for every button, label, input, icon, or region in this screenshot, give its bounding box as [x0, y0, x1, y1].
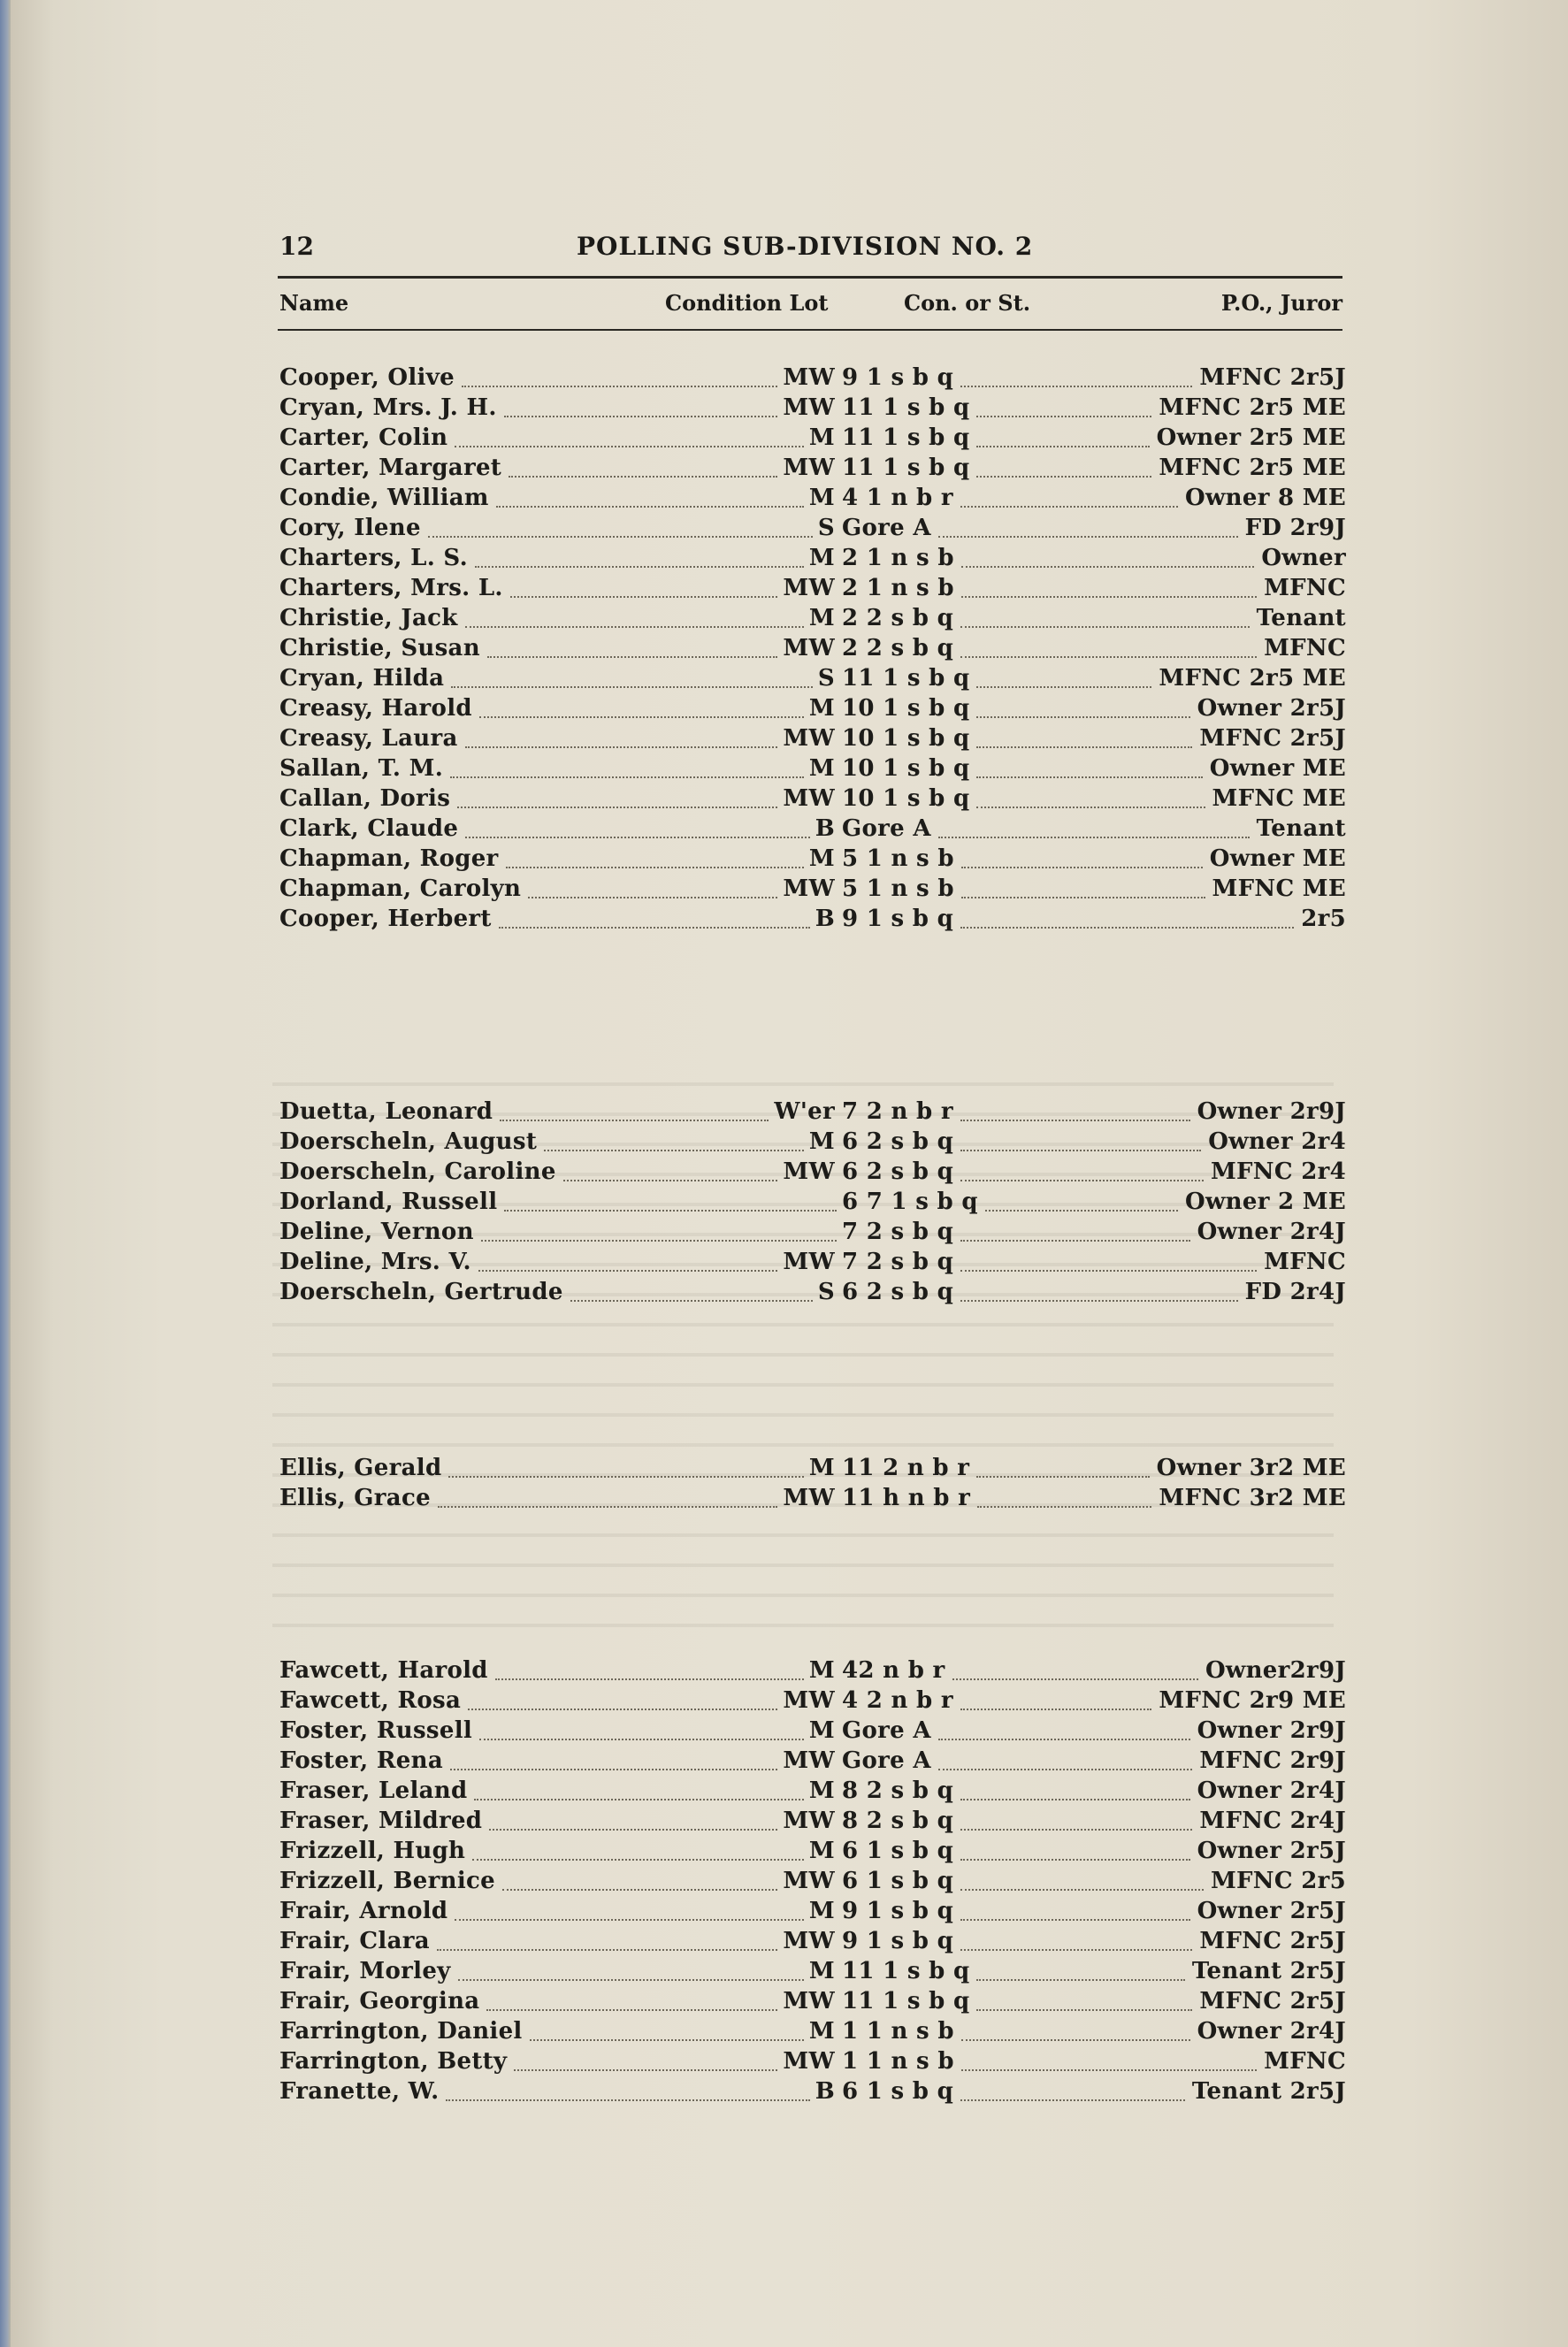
- voter-po-juror: Owner 2r5J: [1197, 1898, 1346, 1924]
- voter-lot-concession: 8 2 s b q: [842, 1808, 954, 1834]
- voter-lot-concession: 7 2 n b r: [842, 1098, 953, 1125]
- voter-condition: M: [808, 424, 835, 451]
- dot-leader: [976, 715, 1190, 718]
- voter-po-juror: Owner 2 ME: [1185, 1189, 1346, 1215]
- dot-leader: [504, 1208, 837, 1212]
- voter-condition: MW: [783, 1747, 835, 1774]
- voter-condition: B: [815, 2078, 835, 2105]
- voter-condition: M: [808, 695, 835, 722]
- voter-row: [278, 753, 1346, 784]
- voter-name: Fawcett, Harold: [279, 1657, 488, 1684]
- voter-condition: MW: [783, 1485, 835, 1511]
- voter-po-juror: MFNC 2r5 ME: [1159, 394, 1346, 421]
- voter-lot-concession: 6 1 s b q: [842, 1868, 954, 1894]
- voter-po-juror: Owner 8 ME: [1185, 485, 1346, 511]
- dot-leader: [976, 1977, 1185, 1981]
- voter-row: [278, 1097, 1346, 1127]
- page-title: POLLING SUB-DIVISION NO. 2: [577, 232, 1034, 261]
- voter-po-juror: MFNC 2r9J: [1199, 1747, 1346, 1774]
- voter-po-juror: MFNC 2r5 ME: [1159, 665, 1346, 692]
- dot-leader: [938, 835, 1250, 838]
- dot-leader: [960, 504, 1178, 508]
- voter-lot-concession: 5 1 n s b: [842, 875, 954, 902]
- dot-leader: [960, 1298, 1238, 1302]
- voter-condition: M: [808, 1958, 835, 1984]
- voter-condition: MW: [783, 635, 835, 661]
- voter-condition: M: [808, 845, 835, 872]
- voter-lot-concession: 11 1 s b q: [842, 455, 970, 481]
- voter-po-juror: 2r5: [1301, 906, 1346, 932]
- dot-leader: [960, 654, 1257, 658]
- dot-leader: [960, 1118, 1190, 1121]
- voter-po-juror: MFNC ME: [1212, 875, 1346, 902]
- voter-row: [278, 1686, 1346, 1716]
- voter-row: [278, 1483, 1346, 1513]
- voter-row: [278, 453, 1346, 483]
- dot-leader: [960, 1827, 1192, 1831]
- voter-condition: M: [808, 1777, 835, 1804]
- voter-row: [278, 1217, 1346, 1247]
- dot-leader: [960, 1947, 1192, 1951]
- voter-condition: M: [808, 485, 835, 511]
- voter-lot-concession: 10 1 s b q: [842, 755, 970, 782]
- voter-po-juror: MFNC: [1264, 635, 1346, 661]
- voter-name: Cryan, Mrs. J. H.: [279, 394, 497, 421]
- voter-condition: M: [808, 545, 835, 571]
- voter-lot-concession: 1 1 n s b: [842, 2018, 954, 2045]
- dot-leader: [960, 2098, 1185, 2101]
- voter-po-juror: Owner 2r5 ME: [1156, 424, 1346, 451]
- voter-name: Franette, W.: [279, 2078, 440, 2105]
- dot-leader: [961, 2068, 1257, 2071]
- voter-lot-concession: 10 1 s b q: [842, 785, 970, 812]
- voter-name: Cory, Ilene: [279, 515, 421, 541]
- voter-row: [278, 543, 1346, 573]
- voter-po-juror: MFNC 2r5J: [1199, 725, 1346, 752]
- voter-po-juror: Owner 3r2 ME: [1156, 1455, 1346, 1481]
- voter-po-juror: Tenant: [1256, 605, 1346, 631]
- voter-lot-concession: 11 h n b r: [842, 1485, 971, 1511]
- dot-leader: [961, 564, 1254, 568]
- voter-name: Farrington, Betty: [279, 2048, 508, 2075]
- voter-name: Creasy, Laura: [279, 725, 458, 752]
- voter-name: Ellis, Gerald: [279, 1455, 442, 1481]
- voter-row: [278, 573, 1346, 603]
- voter-row: [278, 2076, 1346, 2106]
- dot-leader: [976, 1474, 1150, 1478]
- voter-po-juror: MFNC 2r5J: [1199, 1928, 1346, 1954]
- voter-name: Dorland, Russell: [279, 1189, 498, 1215]
- voter-lot-concession: 42 n b r: [842, 1657, 945, 1684]
- voter-group-f: [278, 1655, 1346, 2106]
- voter-lot-concession: 11 1 s b q: [842, 394, 970, 421]
- voter-row: [278, 784, 1346, 814]
- dot-leader: [976, 2007, 1192, 2011]
- dot-leader: [976, 745, 1192, 748]
- voter-name: Cooper, Herbert: [279, 906, 492, 932]
- dot-leader: [961, 594, 1257, 598]
- dot-leader: [985, 1208, 1178, 1212]
- voter-row: [278, 693, 1346, 723]
- voter-lot-concession: 11 1 s b q: [842, 1988, 970, 2014]
- voter-name: Deline, Mrs. V.: [279, 1249, 471, 1275]
- voter-name: Christie, Jack: [279, 605, 458, 631]
- voter-po-juror: Owner 2r4J: [1197, 2018, 1346, 2045]
- voter-name: Callan, Doris: [279, 785, 451, 812]
- dot-leader: [976, 684, 1151, 688]
- voter-lot-concession: 11 1 s b q: [842, 665, 970, 692]
- voter-row: [278, 1836, 1346, 1866]
- voter-row: [278, 2016, 1346, 2046]
- dot-leader: [960, 624, 1250, 628]
- voter-po-juror: Tenant: [1256, 815, 1346, 842]
- voter-condition: S: [817, 1279, 835, 1305]
- voter-lot-concession: 10 1 s b q: [842, 725, 970, 752]
- voter-name: Farrington, Daniel: [279, 2018, 523, 2045]
- voter-name: Frair, Arnold: [279, 1898, 448, 1924]
- voter-po-juror: Owner2r9J: [1205, 1657, 1346, 1684]
- voter-row: [278, 844, 1346, 874]
- voter-row: [278, 513, 1346, 543]
- voter-name: Frair, Clara: [279, 1928, 430, 1954]
- voter-name: Doerscheln, Caroline: [279, 1158, 556, 1185]
- voter-name: Duetta, Leonard: [279, 1098, 493, 1125]
- voter-po-juror: Owner 2r5J: [1197, 1838, 1346, 1864]
- voter-row: [278, 1866, 1346, 1896]
- voter-name: Chapman, Carolyn: [279, 875, 522, 902]
- voter-row: [278, 1986, 1346, 2016]
- voter-row: [278, 1716, 1346, 1746]
- voter-condition: MW: [783, 875, 835, 902]
- voter-condition: M: [808, 1898, 835, 1924]
- column-headers: [278, 290, 1342, 322]
- voter-condition: MW: [783, 1988, 835, 2014]
- page-header: [279, 232, 1341, 267]
- voter-po-juror: MFNC 2r5 ME: [1159, 455, 1346, 481]
- document-page: [7, 0, 1568, 2347]
- dot-leader: [960, 1917, 1190, 1921]
- voter-name: Foster, Rena: [279, 1747, 443, 1774]
- dot-leader: [960, 925, 1294, 929]
- voter-condition: S: [817, 515, 835, 541]
- voter-po-juror: Owner ME: [1209, 845, 1346, 872]
- voter-po-juror: Owner 2r4J: [1197, 1219, 1346, 1245]
- voter-lot-concession: 4 1 n b r: [842, 485, 953, 511]
- voter-condition: S: [817, 665, 835, 692]
- voter-lot-concession: Gore A: [842, 515, 931, 541]
- voter-name: Deline, Vernon: [279, 1219, 474, 1245]
- voter-row: [278, 1247, 1346, 1277]
- voter-lot-concession: 9 1 s b q: [842, 906, 954, 932]
- voter-condition: M: [808, 605, 835, 631]
- voter-name: Doerscheln, Gertrude: [279, 1279, 563, 1305]
- voter-condition: M: [808, 2018, 835, 2045]
- voter-lot-concession: 11 2 n b r: [842, 1455, 970, 1481]
- dot-leader: [961, 865, 1203, 868]
- voter-name: Creasy, Harold: [279, 695, 472, 722]
- voter-po-juror: FD 2r9J: [1244, 515, 1346, 541]
- voter-name: Carter, Margaret: [279, 455, 502, 481]
- header-rule: [278, 276, 1342, 279]
- voter-row: [278, 904, 1346, 934]
- voter-condition: M: [808, 1838, 835, 1864]
- voter-lot-concession: 1 1 n s b: [842, 2048, 954, 2075]
- voter-row: [278, 1453, 1346, 1483]
- voter-row: [278, 1187, 1346, 1217]
- voter-name: Clark, Claude: [279, 815, 459, 842]
- voter-condition: MW: [783, 1928, 835, 1954]
- voter-condition: MW: [783, 2048, 835, 2075]
- voter-name: Carter, Colin: [279, 424, 448, 451]
- voter-po-juror: MFNC 3r2 ME: [1159, 1485, 1346, 1511]
- page-edge: [0, 0, 11, 2347]
- voter-po-juror: FD 2r4J: [1244, 1279, 1346, 1305]
- voter-group-e: [278, 1453, 1346, 1513]
- voter-name: Frair, Morley: [279, 1958, 451, 1984]
- voter-po-juror: MFNC 2r5J: [1199, 364, 1346, 391]
- voter-po-juror: MFNC: [1264, 575, 1346, 601]
- voter-name: Charters, Mrs. L.: [279, 575, 503, 601]
- voter-row: [278, 423, 1346, 453]
- voter-name: Frizzell, Hugh: [279, 1838, 466, 1864]
- voter-condition: MW: [783, 455, 835, 481]
- voter-condition: MW: [783, 394, 835, 421]
- voter-po-juror: Owner 2r5J: [1197, 695, 1346, 722]
- dot-leader: [481, 1238, 837, 1242]
- voter-condition: M: [808, 1128, 835, 1155]
- voter-lot-concession: 11 1 s b q: [842, 424, 970, 451]
- voter-condition: MW: [783, 1158, 835, 1185]
- voter-row: [278, 1655, 1346, 1686]
- voter-row: [278, 1926, 1346, 1956]
- voter-lot-concession: 11 1 s b q: [842, 1958, 970, 1984]
- voter-lot-concession: 6 2 s b q: [842, 1128, 954, 1155]
- dot-leader: [960, 1238, 1190, 1242]
- voter-condition: MW: [783, 725, 835, 752]
- voter-row: [278, 723, 1346, 753]
- voter-lot-concession: 6 2 s b q: [842, 1279, 954, 1305]
- voter-po-juror: MFNC 2r5: [1210, 1868, 1346, 1894]
- voter-po-juror: Owner 2r9J: [1197, 1098, 1346, 1125]
- voter-po-juror: MFNC 2r9 ME: [1159, 1687, 1346, 1714]
- voter-lot-concession: 2 2 s b q: [842, 605, 954, 631]
- voter-lot-concession: 9 1 s b q: [842, 1928, 954, 1954]
- voter-condition: B: [815, 906, 835, 932]
- voter-condition: MW: [783, 364, 835, 391]
- voter-condition: M: [808, 1717, 835, 1744]
- voter-lot-concession: 7 2 s b q: [842, 1219, 954, 1245]
- dot-leader: [938, 1767, 1192, 1770]
- voter-name: Ellis, Grace: [279, 1485, 431, 1511]
- voter-row: [278, 874, 1346, 904]
- column-header-name: Name: [279, 290, 349, 316]
- voter-row: [278, 393, 1346, 423]
- voter-lot-concession: 6 1 s b q: [842, 2078, 954, 2105]
- voter-name: Condie, William: [279, 485, 489, 511]
- voter-po-juror: MFNC: [1264, 1249, 1346, 1275]
- voter-condition: MW: [783, 785, 835, 812]
- dot-leader: [960, 1148, 1201, 1151]
- voter-lot-concession: Gore A: [842, 815, 931, 842]
- dot-leader: [960, 1268, 1257, 1272]
- voter-name: Doerscheln, August: [279, 1128, 538, 1155]
- voter-condition: M: [808, 1455, 835, 1481]
- voter-condition: MW: [783, 1808, 835, 1834]
- voter-po-juror: MFNC 2r4: [1210, 1158, 1346, 1185]
- dot-leader: [976, 414, 1151, 417]
- dot-leader: [960, 1887, 1204, 1891]
- dot-leader: [961, 895, 1205, 898]
- dot-leader: [976, 444, 1150, 447]
- voter-lot-concession: 2 2 s b q: [842, 635, 954, 661]
- voter-name: Christie, Susan: [279, 635, 480, 661]
- voter-name: Charters, L. S.: [279, 545, 468, 571]
- voter-lot-concession: 6 1 s b q: [842, 1838, 954, 1864]
- voter-po-juror: Owner: [1261, 545, 1346, 571]
- dot-leader: [938, 534, 1238, 538]
- voter-name: Fraser, Mildred: [279, 1808, 483, 1834]
- dot-leader: [960, 1707, 1151, 1710]
- voter-row: [278, 663, 1346, 693]
- voter-lot-concession: Gore A: [842, 1717, 931, 1744]
- voter-row: [278, 363, 1346, 393]
- column-header-con-or-st: Con. or St.: [904, 290, 1031, 316]
- voter-lot-concession: 6 2 s b q: [842, 1158, 954, 1185]
- voter-name: Cryan, Hilda: [279, 665, 445, 692]
- dot-leader: [976, 474, 1151, 478]
- voter-name: Fraser, Leland: [279, 1777, 468, 1804]
- voter-po-juror: MFNC ME: [1212, 785, 1346, 812]
- voter-lot-concession: 10 1 s b q: [842, 695, 970, 722]
- voter-row: [278, 1776, 1346, 1806]
- voter-lot-concession: 5 1 n s b: [842, 845, 954, 872]
- voter-name: Foster, Russell: [279, 1717, 473, 1744]
- column-header-po-juror: P.O., Juror: [1220, 290, 1342, 316]
- voter-row: [278, 633, 1346, 663]
- dot-leader: [977, 1504, 1151, 1508]
- voter-lot-concession: 4 2 n b r: [842, 1687, 953, 1714]
- dot-leader: [960, 1178, 1204, 1181]
- voter-lot-concession: 7 2 s b q: [842, 1249, 954, 1275]
- voter-group-c: [278, 363, 1346, 934]
- voter-row: [278, 1746, 1346, 1776]
- voter-group-d: [278, 1097, 1346, 1307]
- column-header-condition-lot: Condition Lot: [665, 290, 829, 316]
- voter-condition: MW: [783, 1687, 835, 1714]
- voter-po-juror: MFNC 2r4J: [1199, 1808, 1346, 1834]
- page-number: 12: [279, 232, 314, 261]
- voter-name: Sallan, T. M.: [279, 755, 444, 782]
- voter-row: [278, 1277, 1346, 1307]
- voter-po-juror: Tenant 2r5J: [1191, 2078, 1346, 2105]
- voter-lot-concession: 9 1 s b q: [842, 1898, 954, 1924]
- voter-row: [278, 603, 1346, 633]
- voter-lot-concession: 2 1 n s b: [842, 575, 954, 601]
- voter-lot-concession: 2 1 n s b: [842, 545, 954, 571]
- voter-po-juror: Tenant 2r5J: [1191, 1958, 1346, 1984]
- voter-condition: W'er: [774, 1098, 835, 1125]
- dot-leader: [960, 1797, 1190, 1800]
- voter-row: [278, 2046, 1346, 2076]
- voter-lot-concession: 9 1 s b q: [842, 364, 954, 391]
- voter-row: [278, 1806, 1346, 1836]
- voter-row: [278, 483, 1346, 513]
- voter-condition: M: [808, 1657, 835, 1684]
- voter-row: [278, 1157, 1346, 1187]
- voter-condition: M: [808, 755, 835, 782]
- voter-condition: B: [815, 815, 835, 842]
- voter-name: Fawcett, Rosa: [279, 1687, 462, 1714]
- dot-leader: [961, 2037, 1190, 2041]
- voter-po-juror: MFNC 2r5J: [1199, 1988, 1346, 2014]
- voter-row: [278, 1896, 1346, 1926]
- voter-name: Frizzell, Bernice: [279, 1868, 495, 1894]
- voter-row: [278, 1127, 1346, 1157]
- voter-po-juror: Owner 2r9J: [1197, 1717, 1346, 1744]
- voter-lot-concession: Gore A: [842, 1747, 931, 1774]
- voter-condition: MW: [783, 1249, 835, 1275]
- dot-leader: [960, 1857, 1190, 1861]
- voter-lot-concession: 8 2 s b q: [842, 1777, 954, 1804]
- voter-po-juror: Owner 2r4: [1208, 1128, 1346, 1155]
- dot-leader: [960, 384, 1192, 387]
- voter-row: [278, 1956, 1346, 1986]
- voter-po-juror: Owner 2r4J: [1197, 1777, 1346, 1804]
- voter-name: Cooper, Olive: [279, 364, 455, 391]
- voter-name: Frair, Georgina: [279, 1988, 480, 2014]
- voter-condition: MW: [783, 1868, 835, 1894]
- dot-leader: [952, 1677, 1198, 1680]
- voter-po-juror: MFNC: [1264, 2048, 1346, 2075]
- voter-name: Chapman, Roger: [279, 845, 499, 872]
- voter-condition: MW: [783, 575, 835, 601]
- dot-leader: [976, 805, 1205, 808]
- voter-row: [278, 814, 1346, 844]
- voter-lot-concession: 6 7 1 s b q: [842, 1189, 978, 1215]
- column-header-rule: [278, 329, 1342, 331]
- dot-leader: [938, 1737, 1190, 1740]
- dot-leader: [976, 775, 1203, 778]
- voter-po-juror: Owner ME: [1209, 755, 1346, 782]
